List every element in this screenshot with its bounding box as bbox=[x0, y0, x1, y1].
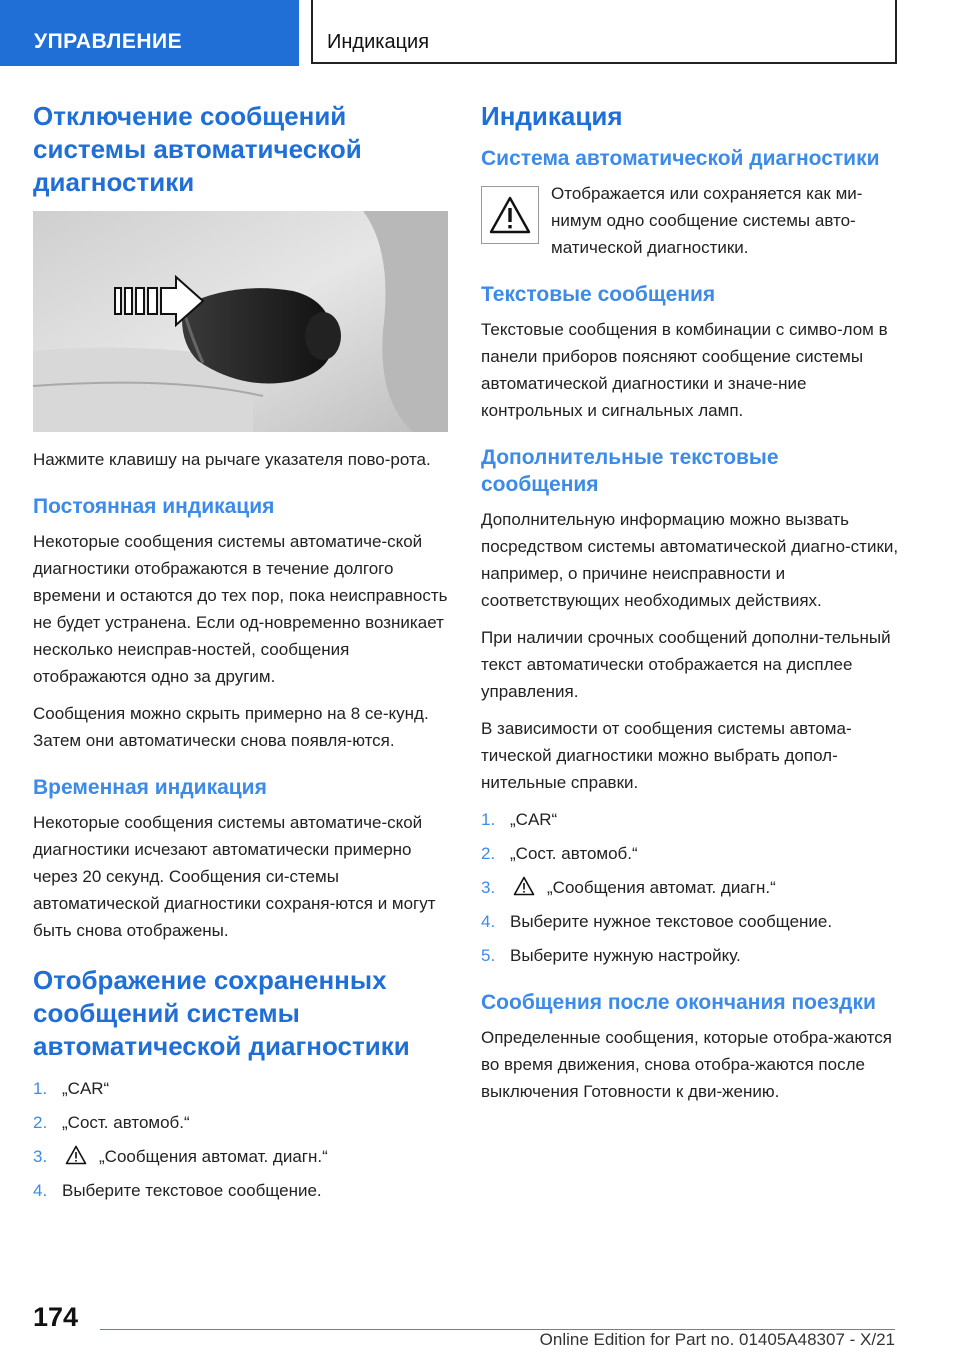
list-item bbox=[481, 806, 901, 833]
footer-edition: Online Edition for Part no. 01405A48307 - X/21 bbox=[539, 1330, 895, 1349]
persistent-section bbox=[33, 493, 448, 754]
left-column bbox=[33, 100, 448, 1218]
text-messages-section bbox=[481, 281, 901, 424]
step-text: Выберите нужное текстовое сообщение. bbox=[510, 912, 833, 931]
left-title: Отключение сообщений системы автоматической диагностики bbox=[33, 101, 362, 197]
list-item bbox=[481, 874, 901, 901]
turn-signal-lever-photo bbox=[33, 211, 448, 432]
list-item bbox=[481, 840, 901, 867]
warning-triangle-icon bbox=[488, 195, 532, 235]
list-item bbox=[33, 1075, 448, 1102]
after-trip-heading: Сообщения после окончания поездки bbox=[481, 991, 876, 1014]
warning-symbol-box bbox=[481, 186, 539, 244]
step-text: „Сост. автомоб.“ bbox=[62, 1113, 190, 1132]
header-section-label: УПРАВЛЕНИЕ bbox=[34, 30, 183, 53]
step-text: Выберите нужную настройку. bbox=[510, 946, 741, 965]
stored-steps-list bbox=[33, 1075, 448, 1204]
step-number: 2. bbox=[33, 1113, 48, 1132]
list-item bbox=[33, 1109, 448, 1136]
step-number: 4. bbox=[33, 1181, 48, 1200]
temporary-section bbox=[33, 774, 448, 944]
step-text: „CAR“ bbox=[510, 810, 558, 829]
additional-section bbox=[481, 444, 901, 969]
step-text: „Сообщения автомат. диагн.“ bbox=[99, 1147, 328, 1166]
additional-paragraph-3: В зависимости от сообщения системы автома-тической диагностики можно выбрать допол-нительные справки. bbox=[481, 719, 852, 792]
page-number: 174 bbox=[33, 1302, 79, 1332]
system-text: Отображается или сохраняется как ми-нимум одно сообщение системы авто-матической диагностики. bbox=[551, 184, 863, 257]
photo-caption: Нажмите клавишу на рычаге указателя пово-рота. bbox=[33, 450, 431, 469]
additional-heading: Дополнительные текстовые сообщения bbox=[481, 446, 779, 496]
step-text: „Сост. автомоб.“ bbox=[510, 844, 638, 863]
after-trip-paragraph: Определенные сообщения, которые отобра-жаются во время движения, снова отобра-жаются после выключения Готовности к дви-жению. bbox=[481, 1028, 892, 1101]
step-text: „CAR“ bbox=[62, 1079, 110, 1098]
text-messages-heading: Текстовые сообщения bbox=[481, 283, 716, 306]
after-trip-section bbox=[481, 989, 901, 1105]
step-text: Выберите текстовое сообщение. bbox=[62, 1181, 322, 1200]
right-title: Индикация bbox=[481, 101, 623, 131]
right-column bbox=[481, 100, 901, 1115]
list-item bbox=[481, 942, 901, 969]
warning-triangle-icon bbox=[65, 1145, 87, 1165]
persistent-heading: Постоянная индикация bbox=[33, 495, 275, 518]
step-number: 3. bbox=[33, 1147, 48, 1166]
header-chapter-box bbox=[311, 0, 897, 64]
step-number: 3. bbox=[481, 878, 496, 897]
list-item bbox=[33, 1143, 448, 1170]
persistent-paragraph-1: Некоторые сообщения системы автоматиче-ской диагностики отображаются в течение долгого времени и остаются до тех пор, пока неисправность не будет устранена. Если од-новременно возникает несколько неисправ-ностей, сообщения отображаются одно за другим. bbox=[33, 532, 448, 686]
persistent-paragraph-2: Сообщения можно скрыть примерно на 8 се-кунд. Затем они автоматически снова появля-ются. bbox=[33, 704, 429, 750]
step-number: 2. bbox=[481, 844, 496, 863]
additional-paragraph-1: Дополнительную информацию можно вызвать посредством системы автоматической диагно-стики, например, о причине неисправности и соответствующих необходимых действиях. bbox=[481, 510, 899, 610]
stored-messages-section bbox=[33, 964, 448, 1204]
text-messages-paragraph: Текстовые сообщения в комбинации с симво-лом в панели приборов поясняют сообщение системы автоматической диагностики и значе-ние контрольных и сигнальных ламп. bbox=[481, 320, 888, 420]
system-section bbox=[481, 145, 901, 261]
list-item bbox=[481, 908, 901, 935]
step-number: 1. bbox=[481, 810, 496, 829]
temporary-paragraph-1: Некоторые сообщения системы автоматиче-ской диагностики исчезают автоматически примерно через 20 секунд. Сообщения си-стемы автоматической диагностики сохраня-ются и могут быть снова отображены. bbox=[33, 813, 436, 940]
header-chapter-label: Индикация bbox=[327, 31, 430, 53]
step-number: 5. bbox=[481, 946, 496, 965]
list-item bbox=[33, 1177, 448, 1204]
step-text: „Сообщения автомат. диагн.“ bbox=[547, 878, 776, 897]
system-heading: Система автоматической диагностики bbox=[481, 147, 880, 170]
step-number: 4. bbox=[481, 912, 496, 931]
temporary-heading: Временная индикация bbox=[33, 776, 267, 799]
additional-steps-list bbox=[481, 806, 901, 969]
step-number: 1. bbox=[33, 1079, 48, 1098]
additional-paragraph-2: При наличии срочных сообщений дополни-тельный текст автоматически отображается на дисплее управления. bbox=[481, 628, 891, 701]
stored-messages-heading: Отображение сохраненных сообщений системы автоматической диагностики bbox=[33, 965, 410, 1061]
header-section-tab bbox=[0, 0, 299, 66]
warning-triangle-icon bbox=[513, 876, 535, 896]
